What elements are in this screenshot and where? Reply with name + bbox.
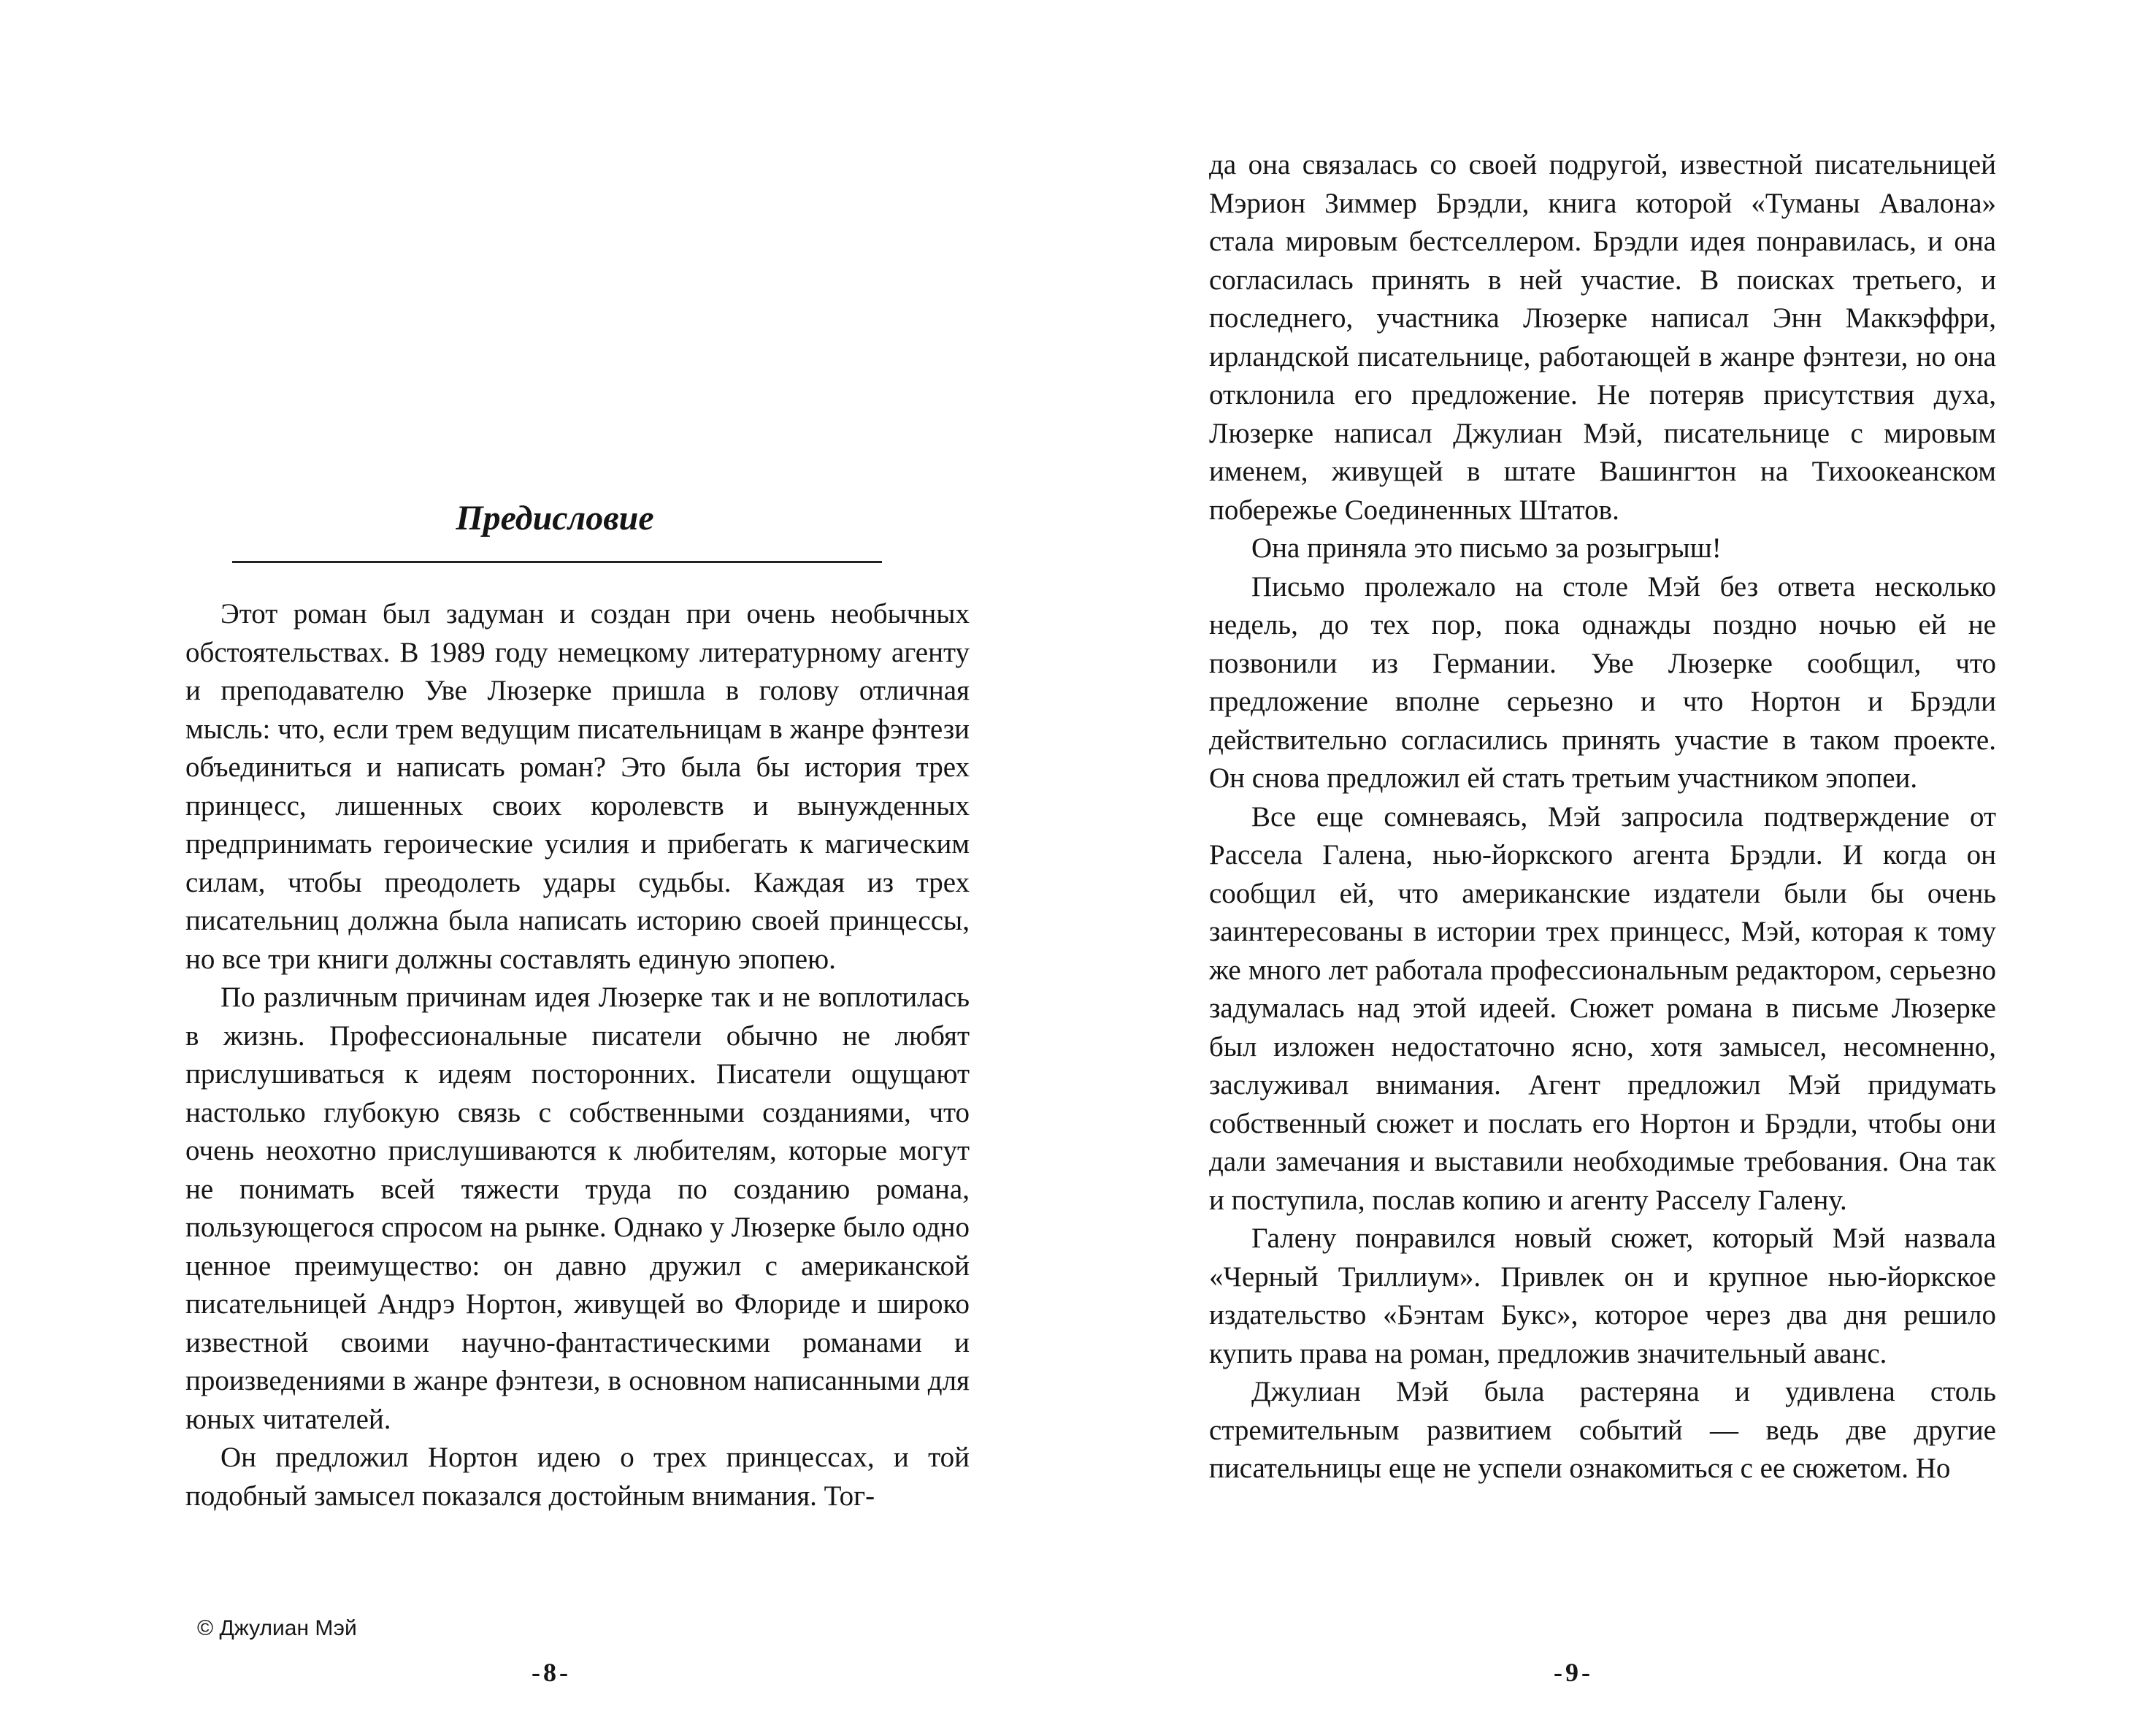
right-page-body	[1209, 146, 1996, 1488]
copyright-footnote: © Джулиан Мэй	[197, 1616, 357, 1640]
right-paragraph-1: Она приняла это письмо за розыгрыш!	[1251, 532, 1722, 564]
left-paragraph-3: Он предложил Нортон идею о трех принцессах, и той подобный замысел показался достойным внимания. Тог-	[185, 1442, 970, 1512]
right-paragraph-5: Джулиан Мэй была растеряна и удивлена столь стремительным развитием событий — ведь две другие писательницы еще не успели ознакомиться с ее сюжетом. Но	[1209, 1376, 1996, 1484]
left-paragraph-2: По различным причинам идея Люзерке так и не воплотилась в жизнь. Профессиональные писатели обычно не любят прислушиваться к идеям посторонних. Писатели ощущают настолько глубокую связь с собственными созданиями, что очень неохотно прислушиваются к любителям, которые могут не понимать всей тяжести труда по созданию романа, пользующегося спросом на рынке. Однако у Люзерке было одно ценное преимущество: он давно дружил с американской писательницей Андрэ Нортон, живущей во Флориде и широко известной своими научно-фантастическими романами и произведениями в жанре фэнтези, в основном написанными для юных читателей.	[185, 982, 970, 1435]
right-paragraph-2: Письмо пролежало на столе Мэй без ответа несколько недель, до тех пор, пока однажды поздно ночью ей не позвонили из Германии. Уве Люзерке сообщил, что предложение вполне серьезно и что Нортон и Брэдли действительно согласились принять участие в таком проекте. Он снова предложил ей стать третьим участником эпопеи.	[1209, 570, 1996, 794]
title-underline	[232, 561, 882, 563]
right-continuation: да она связалась со своей подругой, известной писательницей Мэрион Зиммер Брэдли, книга которой «Туманы Авалона» стала мировым бестселлером. Брэдли идея понравилась, и она согласилась принять в ней участие. В поисках третьего, и последнего, участника Люзерке написал Энн Маккэффри, ирландской писательнице, работающей в жанре фэнтези, но она отклонила его предложение. Не потеряв присутствия духа, Люзерке написал Джулиан Мэй, писательнице с мировым именем, живущей в штате Вашингтон на Тихоокеанском побережье Соединенных Штатов.	[1209, 149, 1996, 526]
right-paragraph-4: Галену понравился новый сюжет, который Мэй назвала «Черный Триллиум». Привлек он и крупное нью-йоркское издательство «Бэнтам Букс», которое через два дня решило купить права на роман, предложив значительный аванс.	[1209, 1223, 1996, 1369]
page-number-right: -9-	[1554, 1658, 1593, 1687]
right-page	[1078, 0, 2156, 1725]
left-paragraph-1: Этот роман был задуман и создан при очень необычных обстоятельствах. В 1989 году немецкому литературному агенту и преподавателю Уве Люзерке пришла в голову отличная мысль: что, если трем ведущим писательницам в жанре фэнтези объединиться и написать роман? Это была бы история трех принцесс, лишенных своих королевств и вынужденных предпринимать героические усилия и прибегать к магическим силам, чтобы преодолеть удары судьбы. Каждая из трех писательниц должна была написать историю своей принцессы, но все три книги должны составлять единую эпопею.	[185, 598, 970, 975]
page-number-left: -8-	[532, 1658, 571, 1687]
chapter-title: Предисловие	[456, 499, 654, 538]
left-page-body	[185, 595, 970, 1515]
right-paragraph-3: Все еще сомневаясь, Мэй запросила подтверждение от Рассела Галена, нью-йоркского агента Брэдли. И когда он сообщил ей, что американские издатели были бы очень заинтересованы в истории трех принцесс, Мэй, которая к тому же много лет работала профессиональным редактором, серьезно задумалась над этой идеей. Сюжет романа в письме Люзерке был изложен недостаточно ясно, хотя замысел, несомненно, заслуживал внимания. Агент предложил Мэй придумать собственный сюжет и послать его Нортон и Брэдли, чтобы они дали замечания и выставили необходимые требования. Она так и поступила, послав копию и агенту Расселу Галену.	[1209, 800, 1996, 1216]
